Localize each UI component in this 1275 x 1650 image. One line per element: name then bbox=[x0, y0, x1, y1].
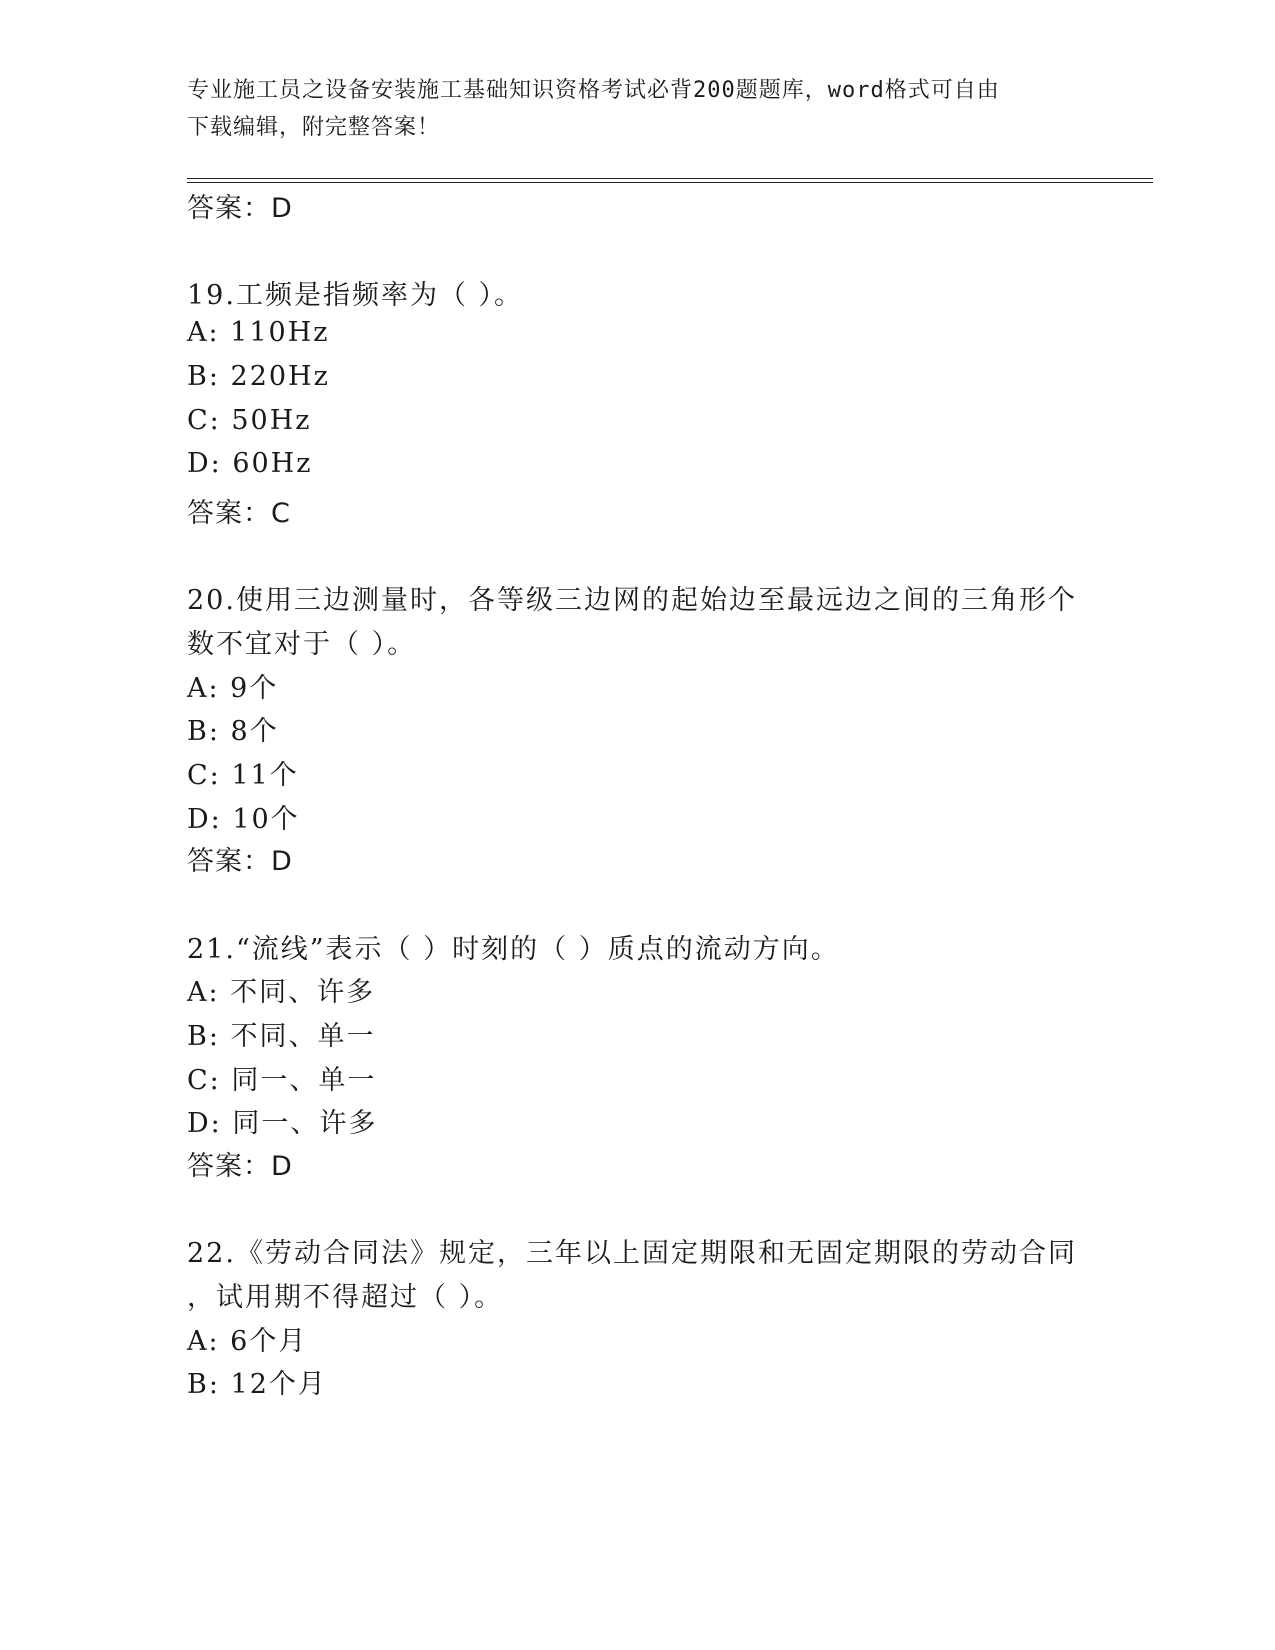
header-title-line-1: 专业施工员之设备安装施工基础知识资格考试必背200题题库，word格式可自由 bbox=[187, 78, 1000, 103]
answer-line: 答案：C bbox=[187, 498, 291, 529]
header-divider bbox=[187, 178, 1153, 179]
option-a: A: 6个月 bbox=[187, 1326, 308, 1357]
question-stem-continued: 数不宜对于（ ）。 bbox=[187, 629, 417, 660]
option-b: B: 12个月 bbox=[187, 1369, 327, 1400]
option-d: D: 同一、许多 bbox=[187, 1108, 378, 1139]
option-b: B: 8个 bbox=[187, 716, 279, 747]
option-b: B: 220Hz bbox=[187, 361, 330, 392]
question-stem: 22.《劳动合同法》规定，三年以上固定期限和无固定期限的劳动合同 bbox=[187, 1238, 1077, 1269]
option-b: B: 不同、单一 bbox=[187, 1021, 376, 1052]
answer-line: 答案：D bbox=[187, 846, 293, 877]
answer-line: 答案：D bbox=[187, 193, 293, 224]
question-stem: 19.工频是指频率为（ ）。 bbox=[187, 280, 524, 311]
option-d: D: 60Hz bbox=[187, 448, 313, 479]
option-a: A: 9个 bbox=[187, 673, 279, 704]
question-stem-continued: ，试用期不得超过（ ）。 bbox=[187, 1282, 504, 1313]
page-header bbox=[187, 72, 1087, 146]
option-a: A: 110Hz bbox=[187, 317, 330, 348]
header-divider-double bbox=[187, 182, 1153, 183]
question-stem: 20.使用三边测量时，各等级三边网的起始边至最远边之间的三角形个 bbox=[187, 585, 1077, 616]
answer-line: 答案：D bbox=[187, 1151, 293, 1182]
header-title-line-2: 下载编辑，附完整答案！ bbox=[187, 115, 441, 140]
option-a: A: 不同、许多 bbox=[187, 977, 376, 1008]
option-c: C: 11个 bbox=[187, 760, 299, 791]
option-c: C: 同一、单一 bbox=[187, 1065, 377, 1096]
question-stem: 21.“流线”表示（ ）时刻的（ ）质点的流动方向。 bbox=[187, 934, 840, 965]
option-c: C: 50Hz bbox=[187, 405, 312, 436]
option-d: D: 10个 bbox=[187, 804, 300, 835]
